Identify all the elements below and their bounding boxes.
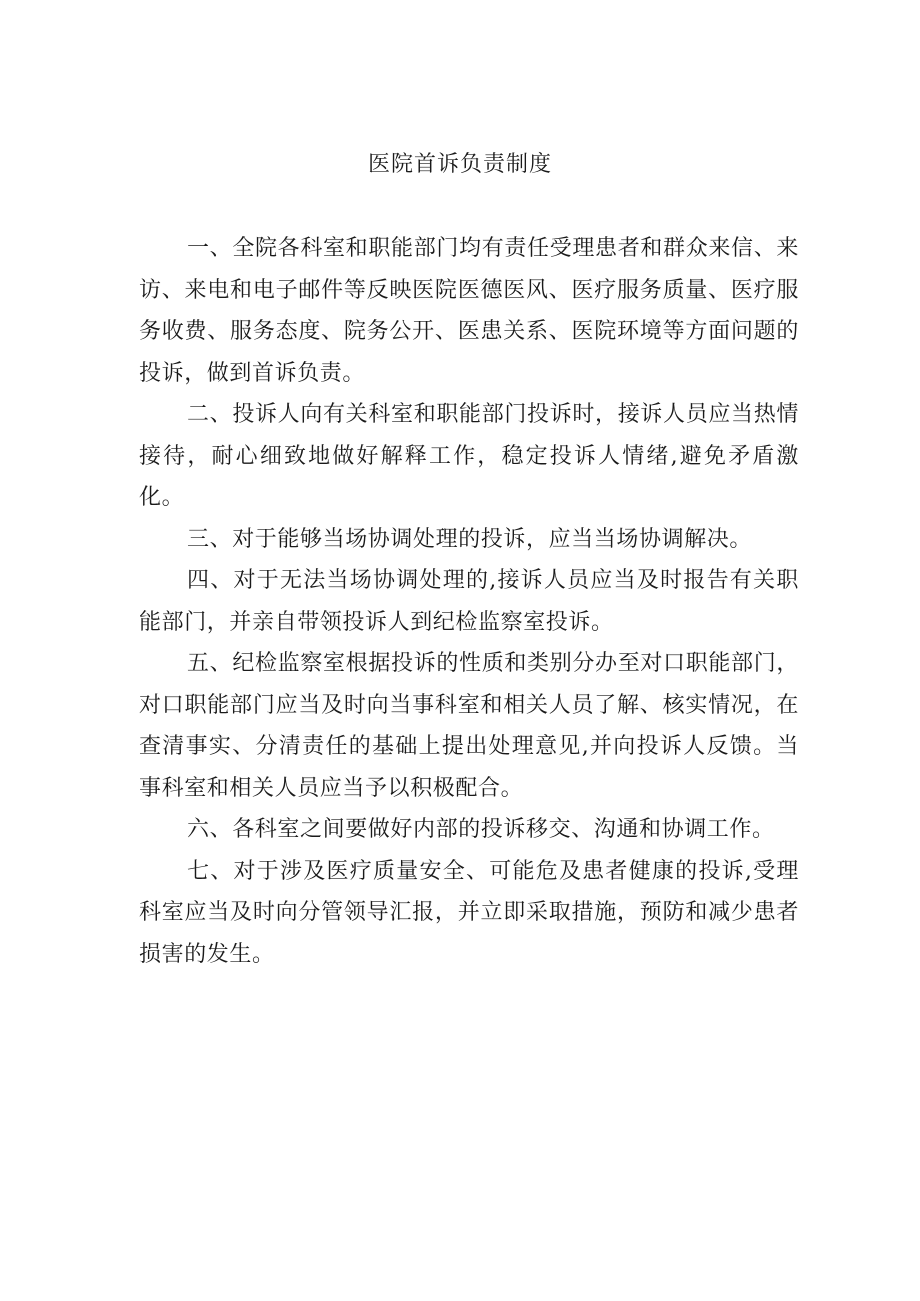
paragraph-6: 六、各科室之间要做好内部的投诉移交、沟通和协调工作。 (187, 817, 775, 842)
paragraph-5: 五、纪检监察室根据投诉的性质和类别分办至对口职能部门，对口职能部门应当及时向当事科室和相关人员了解、核实情况，在查清事实、分清责任的基础上提出处理意见,并向投诉人反馈。当事科室和相关人员应当予以积极配合。 (139, 651, 799, 801)
paragraph-2: 二、投诉人向有关科室和职能部门投诉时，接诉人员应当热情接待，耐心细致地做好解释工作，稳定投诉人情绪,避免矛盾激化。 (139, 402, 799, 510)
paragraph-4: 四、对于无法当场协调处理的,接诉人员应当及时报告有关职能部门，并亲自带领投诉人到纪检监察室投诉。 (139, 568, 799, 635)
document-body (139, 228, 799, 975)
document-title: 医院首诉负责制度 (367, 152, 552, 177)
paragraph-7: 七、对于涉及医疗质量安全、可能危及患者健康的投诉,受理科室应当及时向分管领导汇报，并立即采取措施，预防和减少患者损害的发生。 (139, 858, 799, 967)
paragraph-1: 一、全院各科室和职能部门均有责任受理患者和群众来信、来访、来电和电子邮件等反映医院医德医风、医疗服务质量、医疗服务收费、服务态度、院务公开、医患关系、医院环境等方面问题的投诉，做到首诉负责。 (139, 236, 799, 386)
paragraph-3: 三、对于能够当场协调处理的投诉，应当当场协调解决。 (187, 526, 753, 552)
